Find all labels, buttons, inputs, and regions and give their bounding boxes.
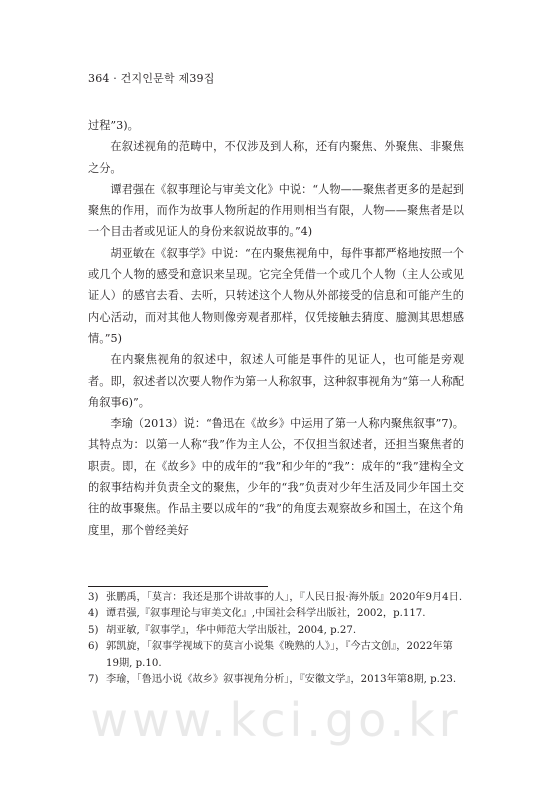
- footnote-number: 3): [88, 592, 99, 603]
- footnote-text: 谭君强,『叙事理论与审美文化』,中国社会科学出版社，2002，p.117.: [106, 608, 426, 620]
- footnote-number: 7): [88, 674, 99, 686]
- footnotes: [88, 590, 464, 688]
- paragraph: 在叙述视角的范畴中，不仅涉及到人称，还有内聚焦、外聚焦、非聚焦之分。: [88, 140, 464, 175]
- footnote: [88, 590, 464, 606]
- footnote-text: 张鹏禹，「莫言：我还是那个讲故事的人」，『人民日报·海外版』2020年9月4日.: [106, 592, 463, 603]
- watermark: www.kci.go.kr: [90, 693, 462, 747]
- footnote: [88, 606, 464, 622]
- footnote-text: 李瑜，「鲁迅小说《故乡》叙事视角分析」，『安徽文学』，2013年第8期, p.23.: [106, 674, 457, 686]
- footnote-text: 胡亚敏,『叙事学』，华中师范大学出版社，2004, p.27.: [106, 624, 357, 636]
- footnote-number: 5): [88, 624, 99, 636]
- footnote-number: 6): [88, 641, 99, 653]
- paragraph: 过程”3)。: [88, 119, 139, 132]
- running-header: 364 · 건지인문학 제39집: [88, 72, 215, 85]
- paragraph: 谭君强在《叙事理论与审美文化》中说：“人物——聚焦者更多的是起到聚焦的作用，而作为故事人物所起的作用则相当有限，人物——聚焦者是以一个目击者或见证人的身份来叙说故事的。”4): [88, 182, 464, 239]
- paragraph: 李瑜（2013）说：“鲁迅在《故乡》中运用了第一人称内聚焦叙事”7)。其特点为：以第一人称“我”作为主人公，不仅担当叙述者，还担当聚焦者的职责。即，在《故乡》中的成年的“我”和少年的“我”：成年的“我”建构全文的叙事结构并负责全文的聚焦，少年的“我”负责对少年生活及同少年国土交往的故事聚焦。作品主要以成年的“我”的角度去观察故乡和国土，在这个角度里，那个曾经美好: [88, 417, 464, 537]
- body-text: [88, 115, 464, 541]
- footnote: [88, 623, 464, 639]
- footnote-text: 郭凯旋，「叙事学视域下的莫言小说集《晚熟的人》」，『今古文创』，2022年第19期, p.10.: [106, 641, 453, 669]
- paragraph: 在内聚焦视角的叙述中，叙述人可能是事件的见证人，也可能是旁观者。即，叙述者以次要人物作为第一人称叙事，这种叙事视角为“第一人称配角叙事6)”。: [88, 353, 464, 409]
- footnote: [88, 639, 464, 672]
- footnote: [88, 672, 464, 688]
- footnote-divider: [88, 586, 268, 587]
- paragraph: 胡亚敏在《叙事学》中说：“在内聚焦视角中，每件事都严格地按照一个或几个人物的感受和意识来呈现。它完全凭借一个或几个人物（主人公或见证人）的感官去看、去听，只转述这个人物从外部接受的信息和可能产生的内心活动，而对其他人物则像旁观者那样，仅凭接触去猜度、臆测其思想感情。”5): [88, 246, 464, 345]
- footnote-number: 4): [88, 608, 99, 620]
